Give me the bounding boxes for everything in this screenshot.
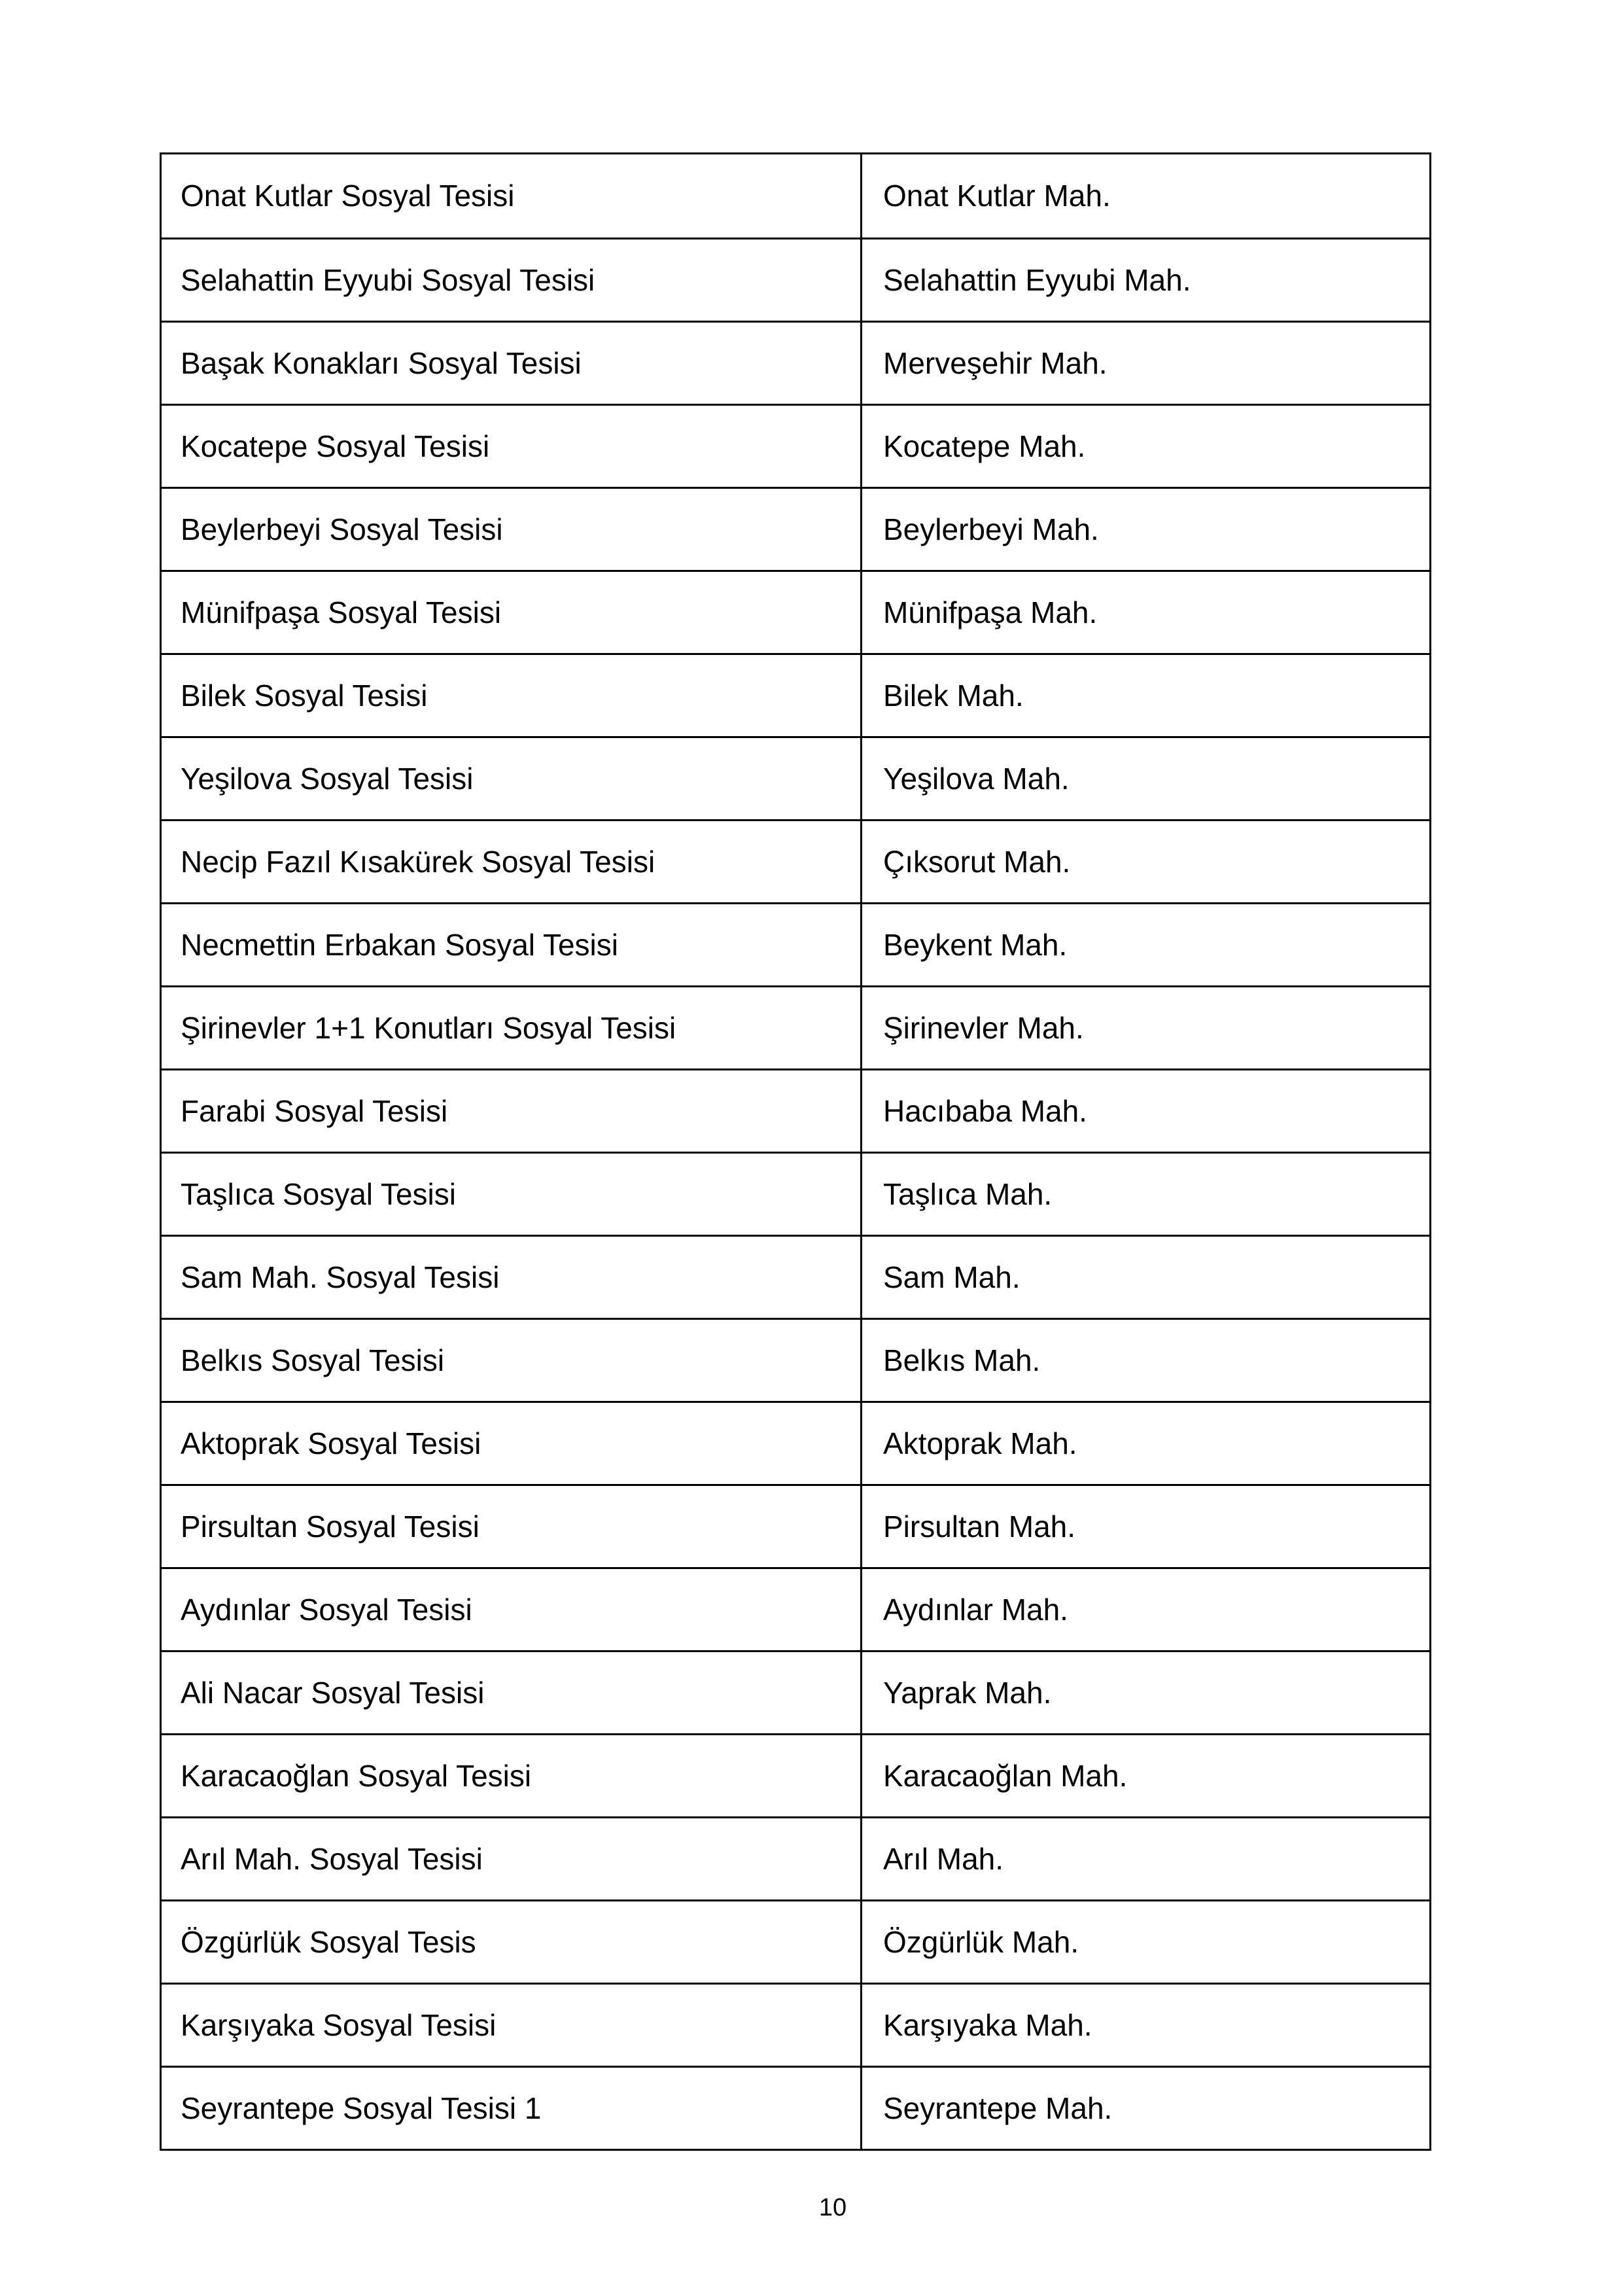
neighborhood-cell: Karşıyaka Mah.: [883, 2007, 1092, 2042]
page-number: 10: [818, 2194, 847, 2221]
table-row: [162, 1484, 1429, 1567]
neighborhood-cell: Karacaoğlan Mah.: [883, 1758, 1128, 1793]
facility-name-cell: Farabi Sosyal Tesisi: [162, 1070, 862, 1152]
facility-name-cell: Necip Fazıl Kısakürek Sosyal Tesisi: [162, 821, 862, 902]
table-row: [162, 238, 1429, 321]
facility-name-cell: Karşıyaka Sosyal Tesisi: [162, 1985, 862, 2066]
facility-name-cell: Münifpaşa Sosyal Tesisi: [162, 572, 862, 653]
table-row: [162, 2066, 1429, 2149]
table-row: [162, 985, 1429, 1069]
facility-name-cell: Belkıs Sosyal Tesisi: [162, 1320, 862, 1401]
neighborhood-cell: Hacıbaba Mah.: [883, 1093, 1087, 1128]
facility-name-cell: Aydınlar Sosyal Tesisi: [162, 1569, 862, 1650]
facility-name-cell: Kocatepe Sosyal Tesisi: [162, 406, 862, 487]
table-row: [162, 570, 1429, 653]
facility-name-cell: Aktoprak Sosyal Tesisi: [162, 1403, 862, 1484]
facility-name-cell: Seyrantepe Sosyal Tesisi 1: [162, 2068, 862, 2149]
neighborhood-cell: Aydınlar Mah.: [883, 1592, 1068, 1627]
facility-name-cell: Necmettin Erbakan Sosyal Tesisi: [162, 904, 862, 985]
table-row: [162, 1152, 1429, 1235]
facility-name-cell: Şirinevler 1+1 Konutları Sosyal Tesisi: [162, 987, 862, 1069]
table-row: [162, 1650, 1429, 1733]
neighborhood-cell: Beykent Mah.: [883, 927, 1068, 962]
table-row: [162, 902, 1429, 985]
facility-name-cell: Başak Konakları Sosyal Tesisi: [162, 323, 862, 404]
neighborhood-cell: Çıksorut Mah.: [883, 844, 1071, 879]
neighborhood-cell: Belkıs Mah.: [883, 1343, 1041, 1377]
neighborhood-cell: Bilek Mah.: [883, 678, 1024, 713]
facility-name-cell: Bilek Sosyal Tesisi: [162, 655, 862, 736]
table-row: [162, 404, 1429, 487]
table-row: [162, 1069, 1429, 1152]
facility-name-cell: Yeşilova Sosyal Tesisi: [162, 738, 862, 819]
facility-name-cell: Pirsultan Sosyal Tesisi: [162, 1486, 862, 1567]
facility-name-cell: Ali Nacar Sosyal Tesisi: [162, 1652, 862, 1733]
neighborhood-cell: Kocatepe Mah.: [883, 429, 1086, 463]
neighborhood-cell: Yaprak Mah.: [883, 1675, 1052, 1710]
facility-name-cell: Selahattin Eyyubi Sosyal Tesisi: [162, 239, 862, 321]
neighborhood-cell: Münifpaşa Mah.: [883, 595, 1098, 629]
neighborhood-cell: Aktoprak Mah.: [883, 1426, 1077, 1460]
table-row: [162, 1983, 1429, 2066]
table-row: [162, 1899, 1429, 1983]
table-row: [162, 487, 1429, 570]
table-row: [162, 321, 1429, 404]
neighborhood-cell: Özgürlük Mah.: [883, 1924, 1079, 1959]
neighborhood-cell: Selahattin Eyyubi Mah.: [883, 262, 1191, 297]
neighborhood-cell: Merveşehir Mah.: [883, 345, 1108, 380]
facility-name-cell: Taşlıca Sosyal Tesisi: [162, 1154, 862, 1235]
table-row: [162, 653, 1429, 736]
table-row: [162, 1733, 1429, 1816]
facility-name-cell: Onat Kutlar Sosyal Tesisi: [162, 154, 862, 238]
facility-name-cell: Sam Mah. Sosyal Tesisi: [162, 1237, 862, 1318]
neighborhood-cell: Şirinevler Mah.: [883, 1010, 1084, 1045]
neighborhood-cell: Onat Kutlar Mah.: [883, 179, 1111, 213]
table-row: [162, 736, 1429, 819]
neighborhood-cell: Pirsultan Mah.: [883, 1509, 1076, 1544]
facility-name-cell: Arıl Mah. Sosyal Tesisi: [162, 1818, 862, 1899]
table-row: [162, 1318, 1429, 1401]
facility-name-cell: Özgürlük Sosyal Tesis: [162, 1901, 862, 1983]
facility-name-cell: Beylerbeyi Sosyal Tesisi: [162, 489, 862, 570]
facilities-table: [160, 152, 1431, 2151]
table-row: [162, 1567, 1429, 1650]
table-row: [162, 1401, 1429, 1484]
neighborhood-cell: Sam Mah.: [883, 1260, 1021, 1294]
table-row: [162, 154, 1429, 238]
neighborhood-cell: Yeşilova Mah.: [883, 761, 1070, 796]
neighborhood-cell: Beylerbeyi Mah.: [883, 512, 1099, 546]
table-row: [162, 819, 1429, 902]
neighborhood-cell: Seyrantepe Mah.: [883, 2091, 1113, 2125]
neighborhood-cell: Arıl Mah.: [883, 1841, 1004, 1876]
table-row: [162, 1816, 1429, 1899]
facility-name-cell: Karacaoğlan Sosyal Tesisi: [162, 1735, 862, 1816]
table-row: [162, 1235, 1429, 1318]
neighborhood-cell: Taşlıca Mah.: [883, 1176, 1053, 1211]
